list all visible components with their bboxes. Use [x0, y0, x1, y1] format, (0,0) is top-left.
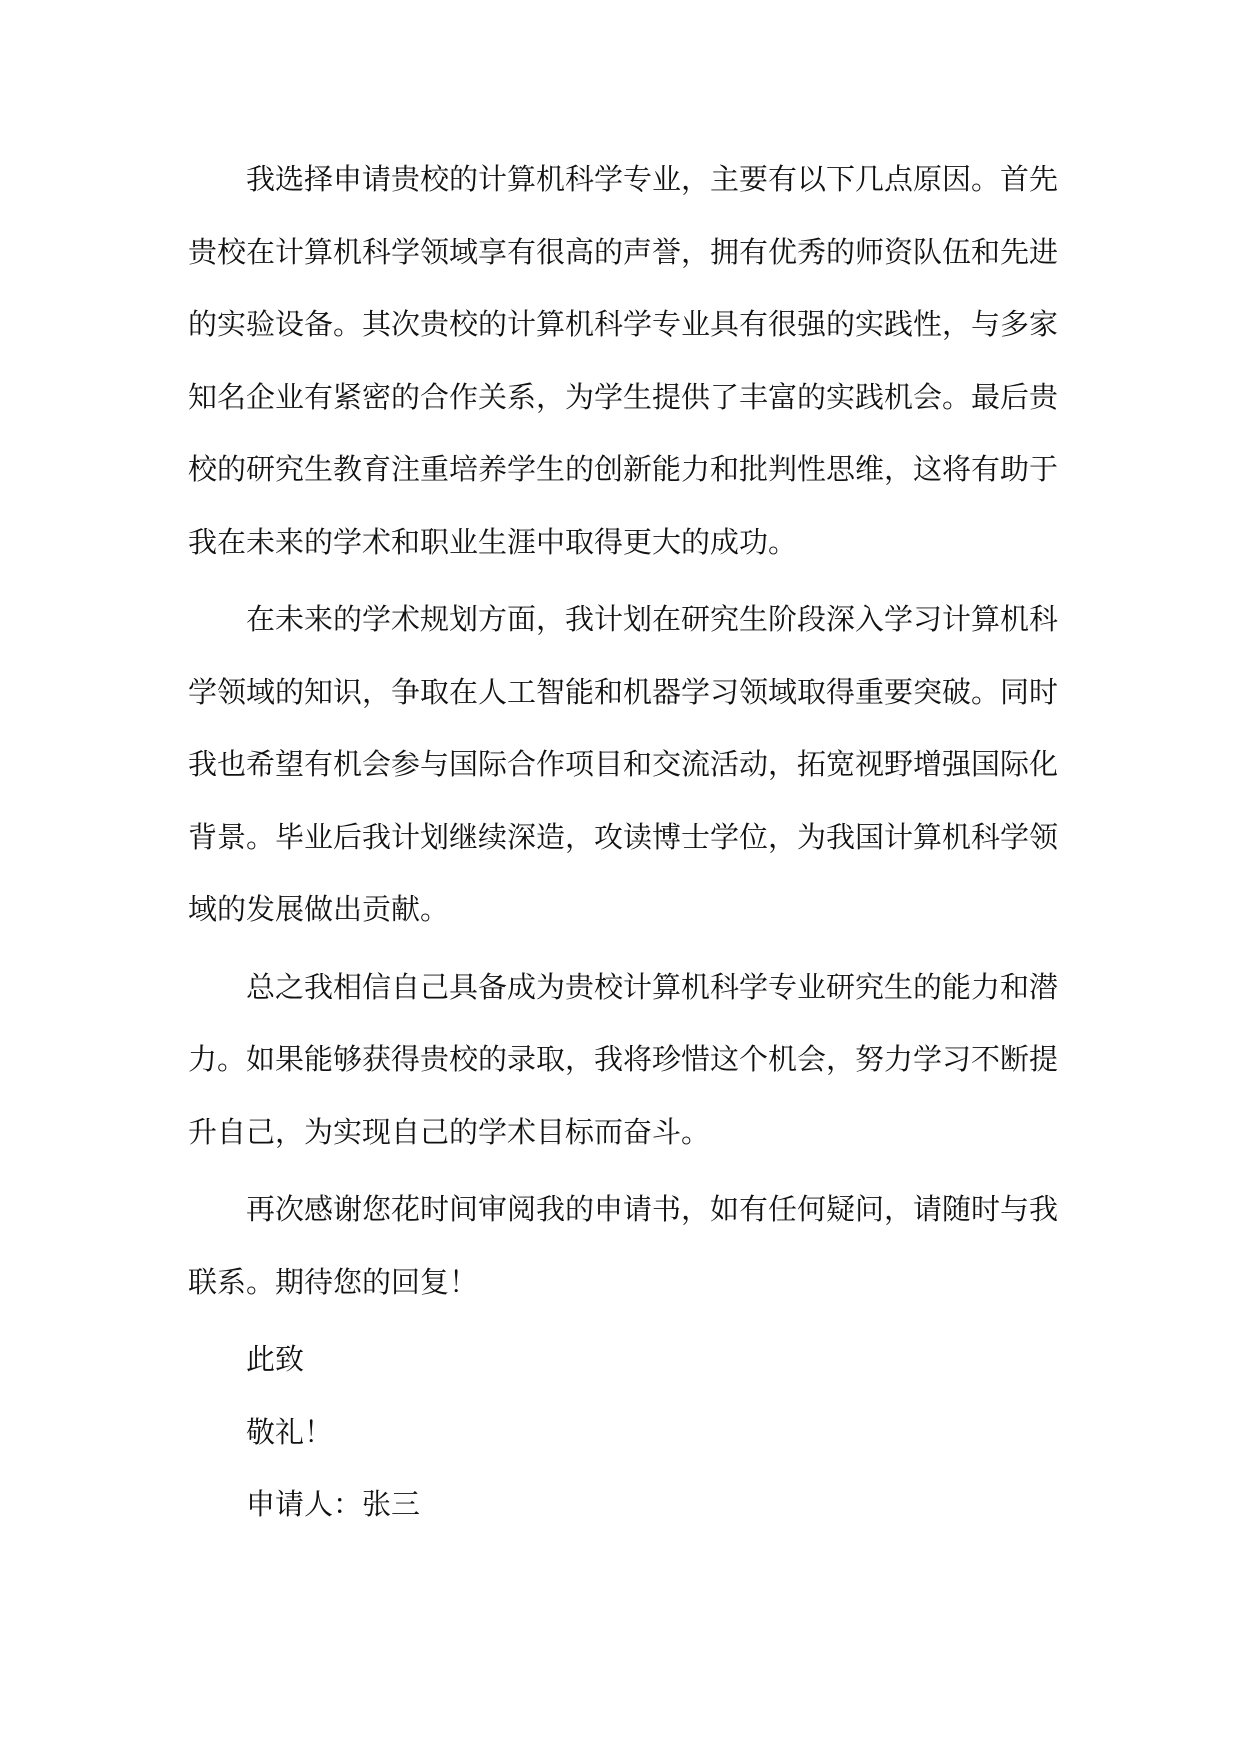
letter-body — [188, 143, 1058, 1541]
signature: 申请人：张三 — [246, 1487, 421, 1521]
paragraph-conclusion: 总之我相信自己具备成为贵校计算机科学专业研究生的能力和潜力。如果能够获得贵校的录取，我将珍惜这个机会，努力学习不断提升自己，为实现自己的学术目标而奋斗。 — [188, 969, 1059, 1149]
paragraph-academic-plan: 在未来的学术规划方面，我计划在研究生阶段深入学习计算机科学领域的知识，争取在人工智能和机器学习领域取得重要突破。同时我也希望有机会参与国际合作项目和交流活动，拓宽视野增强国际化背景。毕业后我计划继续深造，攻读博士学位，为我国计算机科学领域的发展做出贡献。 — [188, 602, 1059, 926]
paragraph-reasons: 我选择申请贵校的计算机科学专业，主要有以下几点原因。首先贵校在计算机科学领域享有很高的声誉，拥有优秀的师资队伍和先进的实验设备。其次贵校的计算机科学专业具有很强的实践性，与多家知名企业有紧密的合作关系，为学生提供了丰富的实践机会。最后贵校的研究生教育注重培养学生的创新能力和批判性思维，这将有助于我在未来的学术和职业生涯中取得更大的成功。 — [188, 162, 1059, 559]
closing-regards: 敬礼！ — [246, 1414, 334, 1449]
paragraph-thanks: 再次感谢您花时间审阅我的申请书，如有任何疑问，请随时与我联系。期待您的回复！ — [188, 1192, 1059, 1299]
closing-salutation: 此致 — [246, 1342, 305, 1376]
